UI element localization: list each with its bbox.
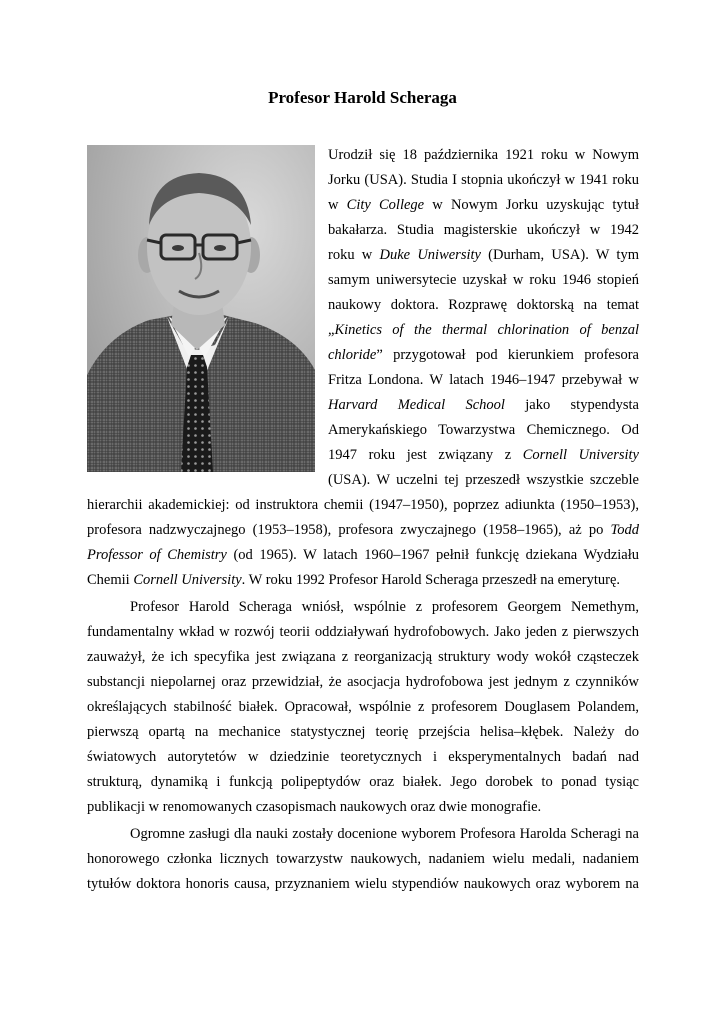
text-line: Harvard Medical School jako stypendysta [328, 397, 639, 413]
text-line: Professor of Chemistry (od 1965). W latach 1960–1967 pełnił funkcję dziekana Wydziału [87, 547, 639, 563]
text-line: substancji niepolarnej oraz przewidział, że asocjacja hydrofobowa jest jednym z czynników [87, 674, 639, 690]
text-line: zauważył, że ich specyfika jest związana z reorganizacją struktury wody wokół cząsteczek [87, 649, 639, 665]
text-line: (USA). W uczelni tej przeszedł wszystkie szczeble [328, 472, 639, 488]
text-line: Amerykańskiego Towarzystwa Chemicznego. Od [328, 422, 639, 438]
text-line: pierwszą opartą na mechanice statystycznej teorię przejścia helisa–kłębek. Należy do [87, 724, 639, 740]
text-line: bakałarza. Studia magisterskie ukończył w 1942 [328, 222, 639, 238]
text-line: hierarchii akademickiej: od instruktora chemii (1947–1950), poprzez adiunkta (1950–1953), [87, 497, 639, 513]
text-line: w City College w Nowym Jorku uzyskując tytuł [328, 197, 639, 213]
text-line: określających stabilność białek. Opracował, wspólnie z profesorem Douglasem Polandem, [87, 699, 639, 715]
text-line: naukowy doktora. Rozprawę doktorską na temat [328, 297, 639, 313]
page-title: Profesor Harold Scheraga [268, 88, 457, 107]
text-line: 1947 roku jest związany z Cornell University [328, 447, 639, 463]
portrait-photo [87, 145, 315, 472]
text-line: fundamentalny wkład w rozwój teorii oddziaływań hydrofobowych. Jako jeden z pierwszych [87, 624, 639, 640]
text-line: roku w Duke Uniwersity (Durham, USA). W tym [328, 247, 639, 263]
text-line: „Kinetics of the thermal chlorination of benzal [328, 322, 639, 338]
text-line: Chemii Cornell University. W roku 1992 Profesor Harold Scheraga przeszedł na emeryturę. [87, 572, 621, 588]
text-line: Profesor Harold Scheraga wniósł, wspólnie z profesorem Georgem Nemethym, [130, 599, 639, 615]
text-line: profesora nadzwyczajnego (1953–1958), profesora zwyczajnego (1958–1965), aż po Todd [87, 522, 639, 538]
text-line: Fritza Londona. W latach 1946–1947 przebywał w [328, 372, 639, 388]
text-line: Urodził się 18 października 1921 roku w Nowym [328, 147, 639, 163]
text-line: chloride” przygotował pod kierunkiem profesora [328, 347, 639, 363]
text-line: Jorku (USA). Studia I stopnia ukończył w 1941 roku [328, 172, 639, 188]
text-line: strukturą, dynamiką i funkcją polipeptydów oraz białek. Jego dorobek to ponad tysiąc [87, 774, 639, 790]
text-line: honorowego członka licznych towarzystw naukowych, nadaniem wielu medali, nadaniem [87, 851, 639, 867]
text-line: światowych autorytetów w dziedzinie teoretycznych i eksperymentalnych badań nad [87, 749, 639, 765]
text-line: tytułów doktora honoris causa, przyznaniem wielu stypendiów naukowych oraz wyborem na [87, 876, 639, 892]
text-line: publikacji w renomowanych czasopismach naukowych oraz dwie monografie. [87, 799, 542, 815]
text-line: Ogromne zasługi dla nauki zostały docenione wyborem Profesora Harolda Scheragi na [130, 826, 639, 842]
text-line: samym uniwersytecie uzyskał w roku 1946 stopień [328, 272, 639, 288]
